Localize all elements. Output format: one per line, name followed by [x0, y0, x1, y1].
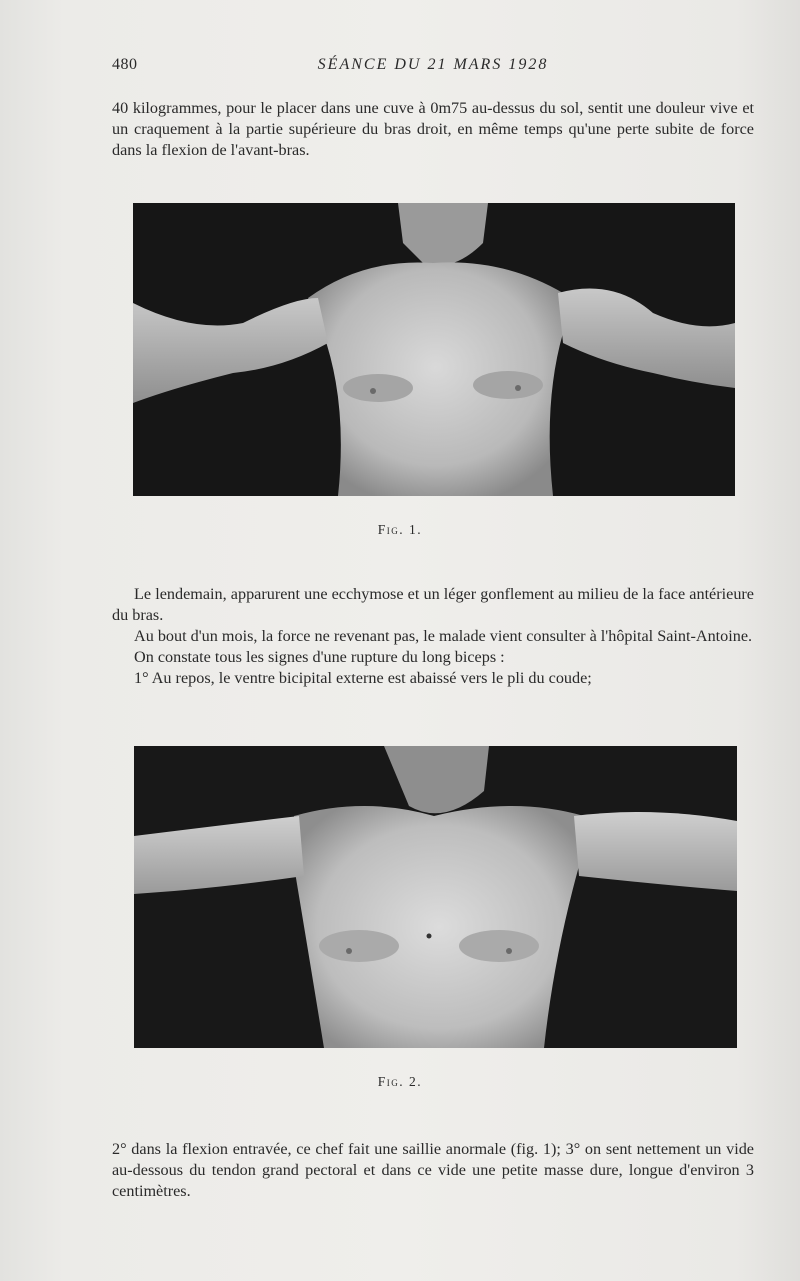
paragraph-history-line: Le lendemain, apparurent une ecchymose et un léger gonflement au milieu de la face antérieure du bras. — [112, 585, 754, 624]
figure-1-caption: Fig. 1. — [377, 522, 423, 537]
paragraph-history-line: Au bout d'un mois, la force ne revenant pas, le malade vient consulter à l'hôpital Saint-Antoine. — [134, 627, 753, 645]
figure-1-photo — [133, 203, 735, 496]
paragraph-history — [112, 584, 754, 689]
running-title: SÉANCE DU 21 MARS 1928 — [317, 56, 549, 73]
paragraph-history-line: On constate tous les signes d'une rupture du long biceps : — [134, 648, 505, 666]
page-number: 480 — [112, 56, 138, 73]
figure-2-photo — [134, 746, 737, 1048]
page-header — [112, 56, 754, 78]
paragraph-signs — [112, 1139, 754, 1202]
paragraph-intro-text: 40 kilogrammes, pour le placer dans une cuve à 0m75 au-dessus du sol, sentit une douleur vive et un craquement à la partie supérieure du bras droit, en même temps qu'une perte subite de force dans la flexion de l'avant-bras. — [112, 99, 754, 159]
paragraph-intro — [112, 98, 754, 161]
figure-1-torso-image — [133, 203, 735, 496]
figure-2-torso-image — [134, 746, 737, 1048]
figure-2-caption: Fig. 2. — [377, 1074, 423, 1089]
paragraph-signs-text: 2° dans la flexion entravée, ce chef fait une saillie anormale (fig. 1); 3° on sent nettement un vide au-dessous du tendon grand pectoral et dans ce vide une petite masse dure, longue d'environ 3 centimètres. — [112, 1140, 754, 1200]
paragraph-history-line: 1° Au repos, le ventre bicipital externe est abaissé vers le pli du coude; — [134, 669, 592, 687]
